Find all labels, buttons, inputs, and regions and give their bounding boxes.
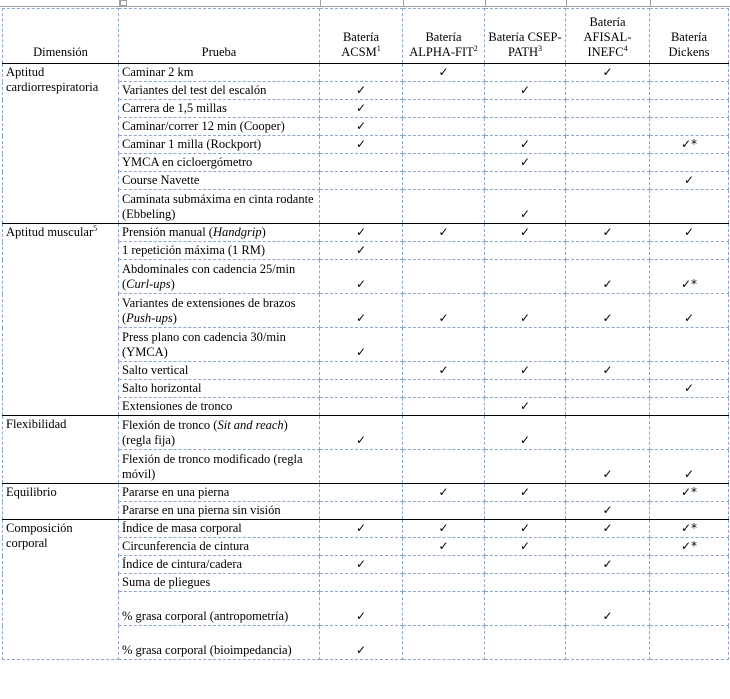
test-cell: Salto vertical	[119, 362, 320, 380]
check-cell: ✓	[320, 136, 403, 154]
check-cell: ✓	[650, 380, 729, 398]
check-cell: ✓	[320, 328, 403, 362]
check-cell	[403, 172, 485, 190]
check-cell: ✓	[403, 64, 485, 82]
check-cell: ✓	[566, 294, 650, 328]
dimension-cell	[3, 224, 119, 416]
check-cell	[485, 172, 566, 190]
header-dimension: Dimensión	[3, 9, 119, 64]
check-cell: ✓	[485, 294, 566, 328]
check-cell	[320, 538, 403, 556]
test-cell: YMCA en cicloergómetro	[119, 154, 320, 172]
check-cell	[403, 574, 485, 592]
test-cell: % grasa corporal (antropometría)	[119, 592, 320, 626]
ruler-tick	[566, 0, 567, 6]
check-cell: ✓	[485, 398, 566, 416]
check-cell	[566, 100, 650, 118]
check-cell	[403, 450, 485, 484]
test-cell: % grasa corporal (bioimpedancia)	[119, 626, 320, 660]
check-cell	[403, 416, 485, 450]
check-cell: ✓	[566, 260, 650, 294]
check-cell	[485, 100, 566, 118]
dimension-footnote: 5	[93, 223, 98, 233]
check-cell	[403, 82, 485, 100]
check-cell	[403, 190, 485, 224]
check-cell	[566, 136, 650, 154]
test-cell: Carrera de 1,5 millas	[119, 100, 320, 118]
check-cell	[566, 380, 650, 398]
header-acsm: Batería ACSM$^1$	[320, 9, 403, 64]
test-cell: Caminar/correr 12 min (Cooper)	[119, 118, 320, 136]
check-cell: ✓	[566, 64, 650, 82]
table-row	[3, 416, 729, 450]
dimension-cell	[3, 64, 119, 224]
check-cell	[650, 118, 729, 136]
check-cell	[485, 626, 566, 660]
test-cell: Prensión manual (Handgrip)	[119, 224, 320, 242]
check-cell	[650, 328, 729, 362]
test-cell: Pararse en una pierna sin visión	[119, 502, 320, 520]
check-cell	[320, 190, 403, 224]
check-cell: ✓	[320, 520, 403, 538]
check-cell	[650, 242, 729, 260]
test-cell: Variantes de extensiones de brazos (Push-ups)	[119, 294, 320, 328]
check-cell	[485, 502, 566, 520]
check-cell: ✓	[403, 538, 485, 556]
check-cell	[566, 484, 650, 502]
check-cell	[403, 626, 485, 660]
header-test: Prueba	[119, 9, 320, 64]
test-cell: Press plano con cadencia 30/min (YMCA)	[119, 328, 320, 362]
test-cell: Pararse en una pierna	[119, 484, 320, 502]
check-cell	[485, 574, 566, 592]
test-cell: Extensiones de tronco	[119, 398, 320, 416]
ruler-line	[0, 6, 730, 7]
check-cell: ✓	[650, 172, 729, 190]
check-cell	[320, 502, 403, 520]
dimension-label: Aptitud muscular	[6, 225, 94, 239]
check-cell: ✓*	[650, 260, 729, 294]
check-cell	[650, 154, 729, 172]
check-cell	[485, 556, 566, 574]
check-cell	[403, 118, 485, 136]
check-cell: ✓	[566, 362, 650, 380]
dimension-cell	[3, 520, 119, 660]
check-cell: ✓	[485, 362, 566, 380]
check-cell	[650, 592, 729, 626]
check-cell	[320, 362, 403, 380]
check-cell: ✓	[403, 224, 485, 242]
check-cell: ✓	[650, 224, 729, 242]
ruler-tick	[650, 0, 651, 6]
check-cell: ✓	[566, 556, 650, 574]
check-cell	[650, 502, 729, 520]
dimension-label: Equilibrio	[6, 485, 57, 499]
check-cell	[566, 242, 650, 260]
ruler-tick	[485, 0, 486, 6]
test-cell: 1 repetición máxima (1 RM)	[119, 242, 320, 260]
check-cell	[650, 82, 729, 100]
check-cell: ✓*	[650, 520, 729, 538]
test-cell: Flexión de tronco (Sit and reach) (regla fija)	[119, 416, 320, 450]
header-alpha-fit: Batería ALPHA-FIT$^2$	[403, 9, 485, 64]
check-cell	[485, 328, 566, 362]
check-cell: ✓	[320, 260, 403, 294]
test-cell: Circunferencia de cintura	[119, 538, 320, 556]
check-cell	[403, 100, 485, 118]
check-cell: ✓	[320, 556, 403, 574]
check-cell: ✓	[485, 538, 566, 556]
header-dickens: Batería Dickens	[650, 9, 729, 64]
test-cell: Índice de cintura/cadera	[119, 556, 320, 574]
ruler-tick	[403, 0, 404, 6]
check-cell	[403, 502, 485, 520]
check-cell: ✓*	[650, 538, 729, 556]
check-cell	[485, 450, 566, 484]
ruler-column-marker[interactable]	[120, 0, 127, 6]
check-cell: ✓	[403, 520, 485, 538]
check-cell	[320, 380, 403, 398]
check-cell: ✓	[485, 136, 566, 154]
check-cell	[320, 172, 403, 190]
test-cell: Flexión de tronco modificado (regla móvil)	[119, 450, 320, 484]
check-cell: ✓	[320, 626, 403, 660]
ruler	[0, 0, 730, 7]
ruler-tick	[320, 0, 321, 6]
check-cell	[566, 626, 650, 660]
check-cell	[650, 362, 729, 380]
test-cell: Course Navette	[119, 172, 320, 190]
dimension-label: Flexibilidad	[6, 417, 67, 431]
check-cell: ✓	[485, 190, 566, 224]
check-cell	[566, 416, 650, 450]
header-afisal-inefc: Batería AFISAL-INEFC$^4$	[566, 9, 650, 64]
check-cell: ✓	[566, 224, 650, 242]
check-cell	[320, 64, 403, 82]
check-cell	[485, 64, 566, 82]
check-cell	[403, 136, 485, 154]
check-cell	[485, 118, 566, 136]
check-cell	[566, 328, 650, 362]
check-cell: ✓	[650, 294, 729, 328]
check-cell: ✓	[320, 82, 403, 100]
check-cell	[403, 592, 485, 626]
check-cell: ✓	[650, 450, 729, 484]
check-cell	[566, 118, 650, 136]
dimension-label: Composición corporal	[6, 521, 73, 550]
check-cell	[650, 626, 729, 660]
dimension-cell	[3, 484, 119, 520]
check-cell	[403, 242, 485, 260]
check-cell: ✓	[485, 224, 566, 242]
check-cell	[566, 538, 650, 556]
check-cell: ✓	[566, 502, 650, 520]
check-cell: ✓	[320, 100, 403, 118]
check-cell: ✓	[320, 118, 403, 136]
check-cell: ✓	[320, 294, 403, 328]
test-cell: Variantes del test del escalón	[119, 82, 320, 100]
test-cell: Caminata submáxima en cinta rodante (Ebbeling)	[119, 190, 320, 224]
check-cell	[650, 556, 729, 574]
check-cell	[485, 242, 566, 260]
check-cell: ✓	[485, 484, 566, 502]
check-cell	[650, 64, 729, 82]
check-cell: ✓	[485, 520, 566, 538]
check-cell	[403, 260, 485, 294]
check-cell	[650, 416, 729, 450]
test-cell: Salto horizontal	[119, 380, 320, 398]
check-cell	[566, 574, 650, 592]
check-cell	[566, 398, 650, 416]
check-cell	[403, 380, 485, 398]
check-cell	[320, 154, 403, 172]
header-row	[3, 9, 729, 64]
check-cell	[403, 328, 485, 362]
check-cell	[320, 574, 403, 592]
table-row	[3, 484, 729, 502]
check-cell	[485, 260, 566, 294]
check-cell	[403, 154, 485, 172]
check-cell: ✓	[403, 294, 485, 328]
check-cell: ✓	[566, 450, 650, 484]
check-cell: ✓	[485, 154, 566, 172]
table-row	[3, 520, 729, 538]
test-cell: Abdominales con cadencia 25/min (Curl-ups)	[119, 260, 320, 294]
check-cell	[650, 100, 729, 118]
check-cell	[320, 450, 403, 484]
test-cell: Caminar 1 milla (Rockport)	[119, 136, 320, 154]
check-cell	[566, 190, 650, 224]
dimension-label: Aptitud cardiorrespiratoria	[6, 65, 99, 94]
check-cell: ✓	[320, 416, 403, 450]
check-cell: ✓	[566, 520, 650, 538]
check-cell	[650, 398, 729, 416]
test-cell: Suma de pliegues	[119, 574, 320, 592]
check-cell: ✓	[485, 82, 566, 100]
check-cell	[566, 154, 650, 172]
check-cell	[650, 190, 729, 224]
check-cell	[650, 574, 729, 592]
check-cell	[403, 556, 485, 574]
check-cell: ✓	[403, 484, 485, 502]
check-cell: ✓*	[650, 484, 729, 502]
check-cell: ✓	[403, 362, 485, 380]
test-cell: Caminar 2 km	[119, 64, 320, 82]
battery-comparison-table	[2, 8, 729, 660]
check-cell	[485, 380, 566, 398]
dimension-cell	[3, 416, 119, 484]
check-cell: ✓	[485, 416, 566, 450]
check-cell: ✓	[320, 224, 403, 242]
header-csep-path: Batería CSEP-PATH$^3$	[485, 9, 566, 64]
check-cell: ✓*	[650, 136, 729, 154]
check-cell: ✓	[320, 592, 403, 626]
check-cell	[566, 172, 650, 190]
check-cell	[566, 82, 650, 100]
test-cell: Índice de masa corporal	[119, 520, 320, 538]
check-cell	[320, 484, 403, 502]
table-row	[3, 64, 729, 82]
table-row	[3, 224, 729, 242]
check-cell	[403, 398, 485, 416]
check-cell	[320, 398, 403, 416]
check-cell: ✓	[320, 242, 403, 260]
check-cell	[485, 592, 566, 626]
check-cell: ✓	[566, 592, 650, 626]
